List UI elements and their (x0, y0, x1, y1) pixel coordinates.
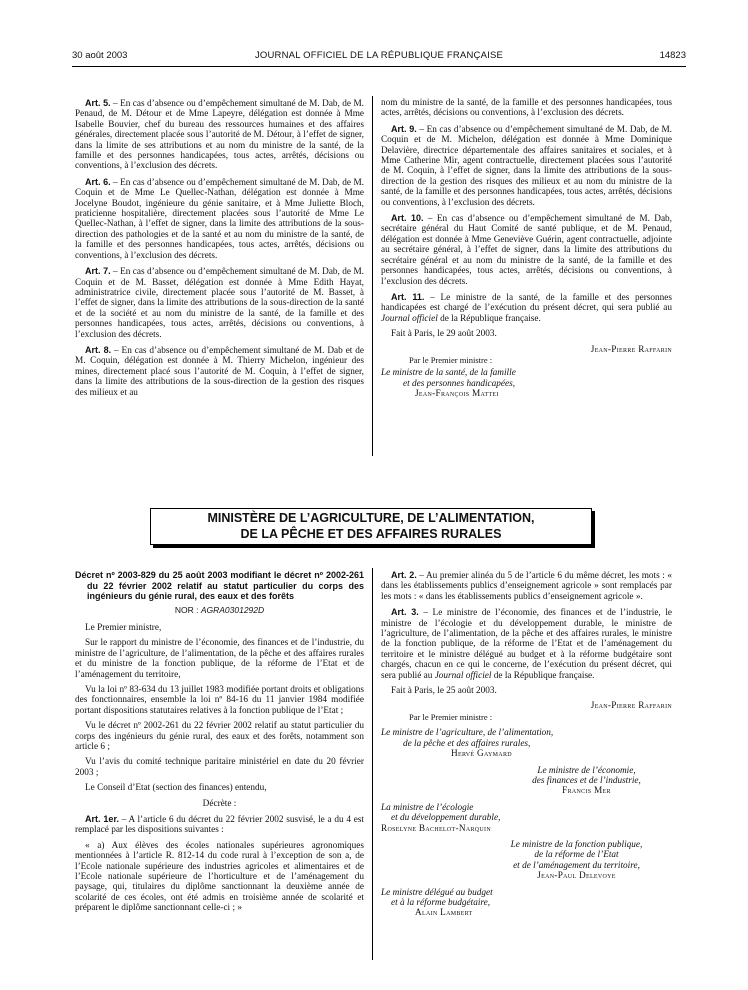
nor-reference: NOR : AGRA0301292D (174, 604, 265, 615)
par-le-premier-ministre: Par le Premier ministre : (409, 711, 493, 722)
column-divider (372, 96, 373, 456)
signature-ecologie: La ministre de l’écologie et du développement durable, Roselyne Bachelot-Narquin (381, 803, 672, 834)
article-text: – En cas d’absence ou d’empêchement simultané de M. Dab, de M. Coquin et de M. Basset, délégation est donnée à Mme Edith Hayat, administratrice civile, directement placée sous l’autorité de M. Basset, à l’effet de signer, dans la limite des attributions de la sous-direction de la santé et de la société et au nom du ministre de la santé, de la famille et des personnes handicapées, tous actes, arrêtés, décisions ou conventions, à l’exclusion des décrets. (75, 267, 364, 340)
article-label: Art. 10. (391, 213, 424, 224)
decree-paragraph: Vu l’avis du comité technique paritaire ministériel en date du 20 février 2003 ; (75, 757, 364, 778)
ministry-banner (150, 508, 592, 545)
minister-name: Francis Mer (562, 786, 611, 797)
article-9 (381, 124, 672, 208)
minister-name: Jean-François Mattei (415, 389, 499, 400)
article-text: – Au premier alinéa du 5 de l’article 6 du même décret, les mots : « dans les établissements publics d’enseignement agricole » sont remplacés par les mots : « dans les établissements publics d’enseignement agricole ». (381, 571, 672, 602)
article-label: Art. 9. (391, 123, 417, 134)
article-text: – En cas d’absence ou d’empêchement simultané de M. Dab, secrétaire général du Haut Comité de santé publique, et de M. Penaud, délégation est donnée à Mme Geneviève Guérin, agent contractuelle, adjointe au secrétaire général, à l’effet de signer, dans la limite des attributions du secrétaire général et au nom du ministre de la santé, de la famille et des personnes handicapées, tous actes, arrêtés, décisions ou conventions, à l’exclusion des décrets. (381, 214, 672, 287)
article-5 (75, 98, 364, 172)
decree-paragraph: Vu la loi nº 83-634 du 13 juillet 1983 modifiée portant droits et obligations des fonctionnaires, ensemble la loi nº 84-16 du 11 janvier 1984 modifiée portant dispositions statutaires relatives à la fonction publique de l’Etat ; (75, 684, 364, 716)
decrete: Décrète : (202, 798, 237, 809)
article-label: Art. 1er. (85, 814, 119, 824)
article-label: Art. 5. (85, 98, 111, 108)
article-1-quote: « a) Aux élèves des écoles nationales supérieures agronomiques mentionnées à l’article R. 812-14 du code rural à l’exception de son a, de l’Ecole nationale supérieure des industries agricoles et alimentaires et de l’Ecole nationale supérieure de l’horticulture et de l’aménagement du paysage, qui, titulaires du diplôme sanctionnant la deuxième année de scolarité de ces écoles, ont été admis en troisième année de scolarité et préparent le diplôme sanctionnant celle-ci ; » (75, 840, 364, 914)
article-label: Art. 7. (85, 266, 111, 277)
article-1 (75, 814, 364, 836)
article-text: – En cas d’absence ou d’empêchement simultané de M. Dab, de M. Coquin et de Mme Le Quellec-Nathan, délégation est donnée à Mme Jocelyne Boudot, ingénieure du génie sanitaire, et à Mme Juliette Bloch, praticienne hospitalière, directement placées sous l’autorité de Mme Le Quellec-Nathan, à l’effet de signer, dans la limite des attributions de la sous-direction des pathologies et de la santé et au nom du ministre de la santé, de la famille et des personnes handicapées, tous actes, arrêtés, décisions ou conventions, à l’exclusion des décrets. (75, 177, 364, 261)
article-text: – En cas d’absence ou d’empêchement simultané de M. Dab et de M. Coquin, délégation est donnée à M. Thierry Michelon, ingénieur des mines, directement placé sous l’autorité de M. Coquin, à l’effet de signer, dans la limite des attributions de la sous-direction de la gestion des risques des milieux et au (75, 345, 364, 398)
nor-code: AGRA0301292D (200, 604, 265, 615)
minister-name: Jean-Paul Delevoye (537, 871, 616, 882)
minister-title-line: Le ministre de la santé, de la famille (381, 368, 516, 379)
continuation-text: nom du ministre de la santé, de la famille et des personnes handicapées, tous actes, arrêtés, décisions ou conventions, à l’exclusion des décrets. (381, 98, 672, 119)
signer-name: Jean-Pierre Raffarin (590, 344, 672, 355)
article-7 (75, 266, 364, 340)
signature-agriculture: Le ministre de l’agriculture, de l’alimentation, de la pêche et des affaires rurales, Hervé Gaymard (381, 728, 672, 759)
signature-budget: Le ministre délégué au budget et à la réforme budgétaire, Alain Lambert (381, 888, 672, 919)
header-page-number: 14823 (659, 50, 686, 61)
fait-a-paris: Fait à Paris, le 25 août 2003. (391, 686, 497, 697)
decree-paragraph: Sur le rapport du ministre de l’économie, des finances et de l’industrie, du ministre de l’agriculture, de l’alimentation, de la pêche et des affaires rurales et du ministre de la fonction publique, de la réforme de l’Etat et de l’aménagement du territoire, (75, 638, 364, 680)
signature-fonction-publique: Le ministre de la fonction publique, de la réforme de l’Etat et de l’aménagement du territoire, Jean-Paul Delevoye (481, 840, 672, 882)
signature-economie: Le ministre de l’économie, des finances et de l’industrie, Francis Mer (501, 766, 672, 797)
article-label: Art. 6. (85, 176, 111, 187)
article-text: – En cas d’absence ou d’empêchement simultané de M. Dab, de M. Penaud, de M. Détour et de Mme Lapeyre, délégation est donnée à Mme Isabelle Bouvier, chef du bureau des ressources humaines et des affaires générales, directement placée sous l’autorité de M. Détour, à l’effet de signer, dans la limite de ses attributions et au nom du ministre de la santé, de la famille et des personnes handicapées, tous actes, arrêtés, décisions ou conventions, à l’exclusion des décrets. (75, 99, 364, 172)
column-divider (372, 568, 373, 960)
fait-a-paris: Fait à Paris, le 29 août 2003. (391, 329, 497, 340)
ministry-banner-line: MINISTÈRE DE L’AGRICULTURE, DE L’ALIMENTATION, (207, 511, 535, 525)
decree-paragraph: Le Premier ministre, (85, 622, 162, 633)
minister-name: Hervé Gaymard (451, 749, 512, 760)
article-label: Art. 11. (391, 291, 425, 302)
decree-right-column (381, 570, 672, 925)
article-8 (75, 345, 364, 398)
header-rule (72, 66, 686, 67)
header-title: JOURNAL OFFICIEL DE LA RÉPUBLIQUE FRANÇAISE (254, 50, 504, 61)
header-date: 30 août 2003 (72, 50, 128, 61)
journal-officiel-title: Journal officiel (381, 313, 438, 324)
minister-title-line: et des personnes handicapées, (403, 378, 516, 389)
article-text: – A l’article 6 du décret du 22 février 2002 susvisé, le a du 4 est remplacé par les dispositions suivantes : (75, 815, 364, 836)
decree-title: Décret nº 2003-829 du 25 août 2003 modifiant le décret nº 2002-261 du 22 février 2002 relatif au statut particulier du corps des ingénieurs du génie rural, des eaux et des forêts (75, 570, 364, 601)
article-6 (75, 177, 364, 261)
article-2 (381, 570, 672, 602)
par-le-premier-ministre: Par le Premier ministre : (409, 354, 493, 365)
minister-name: Alain Lambert (415, 908, 473, 919)
ministry-banner-line: DE LA PÊCHE ET DES AFFAIRES RURALES (240, 527, 502, 541)
top-left-column (75, 98, 364, 403)
decree-left-column (75, 570, 364, 919)
article-3: Art. 3. – Le ministre de l’économie, des finances et de l’industrie, le ministre de l’écologie et du développement durable, le ministre de l’agriculture, de l’alimentation, de la pêche et des affaires rurales, le ministre de la fonction publique, de la réforme de l’Etat et de l’aménagement du territoire et le ministre délégué au budget et à la réforme budgétaire sont chargés, chacun en ce qui le concerne, de l’exécution du présent décret, qui sera publié au Journal officiel de la République française. (381, 607, 672, 681)
minister-name: Roselyne Bachelot-Narquin (381, 823, 491, 834)
article-text: – En cas d’absence ou d’empêchement simultané de M. Dab, de M. Coquin et de M. Michelon, délégation est donnée à Mme Dominique Delavière, directrice départementale des affaires sanitaires et sociales, et à Mme Catherine Mir, agent contractuelle, directement placées sous l’autorité de M. Coquin, à l’effet de signer, dans la limite des attributions de la sous-direction de la gestion des risques des milieux et au nom du ministre de la santé, de la famille et des personnes handicapées, tous actes, arrêtés, décisions ou conventions, à l’exclusion des décrets. (381, 124, 672, 208)
signer-name: Jean-Pierre Raffarin (590, 701, 672, 712)
article-11: Art. 11. – Le ministre de la santé, de la famille et des personnes handicapées est chargé de l’exécution du présent décret, qui sera publié au Journal officiel de la République française. (381, 291, 672, 324)
journal-officiel-title: Journal officiel (434, 670, 492, 681)
article-10 (381, 213, 672, 287)
decree-paragraph: Le Conseil d’Etat (section des finances) entendu, (85, 783, 267, 794)
top-right-column (381, 98, 672, 400)
article-label: Art. 3. (391, 607, 419, 618)
decree-paragraph: Vu le décret nº 2002-261 du 22 février 2002 relatif au statut particulier du corps des ingénieurs du génie rural, des eaux et des forêts, notamment son article 6 ; (75, 721, 364, 752)
page-header (72, 50, 686, 64)
article-label: Art. 8. (85, 344, 112, 355)
article-label: Art. 2. (391, 570, 417, 580)
